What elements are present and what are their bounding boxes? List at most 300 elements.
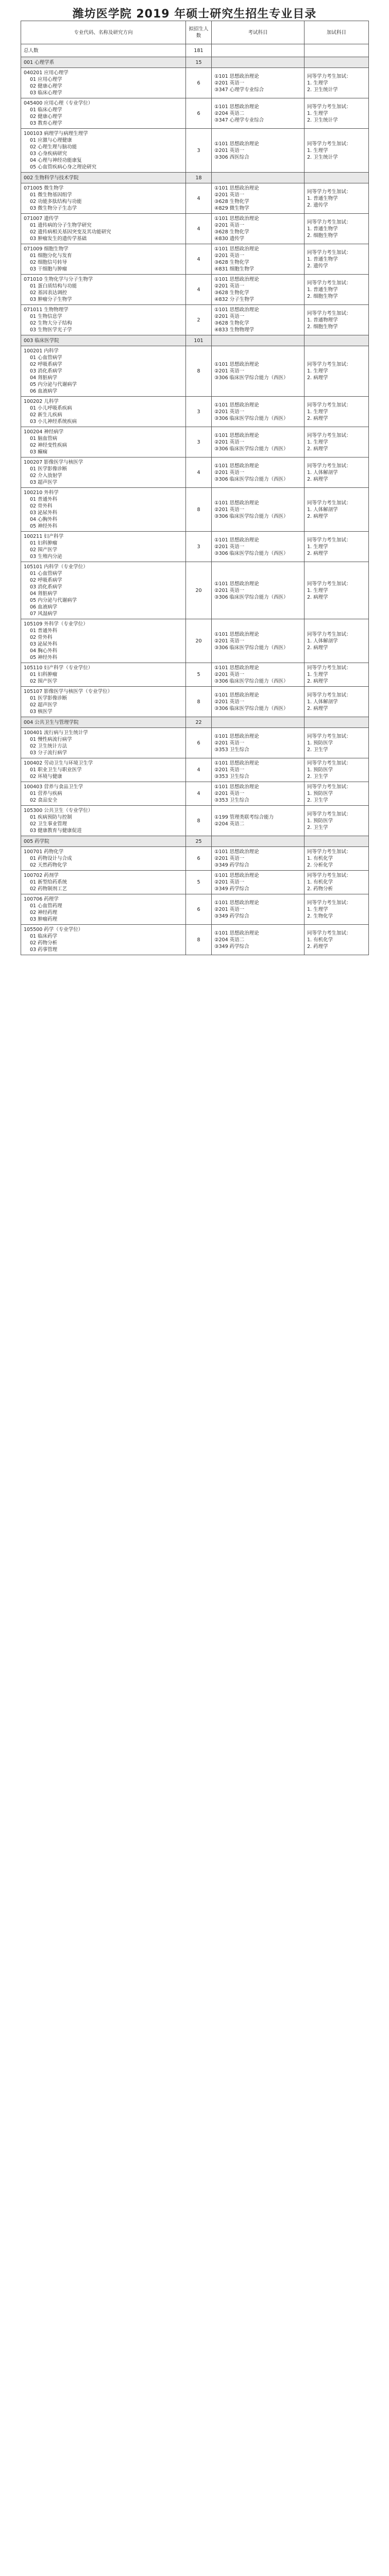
research-direction: 02 食品安全 [30, 798, 58, 803]
extra-subjects [305, 346, 369, 397]
research-direction: 02 围产医学 [30, 679, 58, 684]
extra-subject: 同等学力考生加试： [307, 73, 351, 79]
program-row [21, 728, 369, 758]
extra-subject: 2. 卫生学 [307, 824, 328, 831]
extra-subject: 同等学力考生加试： [307, 310, 351, 316]
exam-subject: ①101 思想政治理论 [214, 500, 259, 506]
program-quota: 8 [186, 925, 212, 955]
extra-subjects [305, 427, 369, 457]
program-title: 040201 应用心理学 [24, 70, 69, 76]
program-quota: 8 [186, 488, 212, 532]
extra-subject: 1. 普通生物学 [307, 226, 338, 232]
program-quota: 4 [186, 457, 212, 488]
exam-subject: ①101 思想政治理论 [214, 307, 259, 313]
exam-subject: ①101 思想政治理论 [214, 873, 259, 878]
research-direction: 04 心胸外科 [30, 517, 58, 522]
exam-subject: ③628 生物化学 [214, 320, 249, 326]
extra-subject: 1. 预防医学 [307, 767, 333, 773]
research-direction: 01 临床药学 [30, 934, 58, 939]
research-direction: 01 脑血管病 [30, 436, 58, 442]
program-cell [21, 183, 186, 214]
research-direction: 03 消化系病学 [30, 584, 62, 590]
extra-subject: 同等学力考生加试： [307, 280, 351, 286]
exam-subjects [212, 925, 305, 955]
program-row [21, 183, 369, 214]
exam-subject: ③306 临床医学综合能力（西医） [214, 375, 289, 381]
program-quota: 8 [186, 346, 212, 397]
research-direction: 01 应激与心理健康 [30, 138, 72, 143]
exam-subjects [212, 847, 305, 871]
program-cell [21, 129, 186, 173]
program-row [21, 663, 369, 687]
extra-subject: 同等学力考生加试： [307, 402, 351, 408]
program-cell [21, 532, 186, 562]
header-program: 专业代码、名称及研究方向 [21, 21, 186, 44]
department-name: 003 临床医学院 [21, 335, 186, 346]
program-cell [21, 68, 186, 98]
program-cell [21, 663, 186, 687]
extra-subjects [305, 925, 369, 955]
program-title: 071007 遗传学 [24, 216, 59, 222]
exam-subject: ③628 生物化学 [214, 199, 249, 205]
extra-subjects [305, 275, 369, 305]
program-cell [21, 619, 186, 663]
research-direction: 01 生物信息学 [30, 314, 62, 319]
program-cell [21, 214, 186, 244]
exam-subject: ①101 思想政治理论 [214, 463, 259, 469]
program-cell [21, 894, 186, 925]
program-title: 100211 妇产科学 [24, 534, 64, 539]
research-direction: 03 核医学 [30, 709, 53, 715]
exam-subject: ③306 西医综合 [214, 154, 249, 160]
exam-subjects [212, 68, 305, 98]
research-direction: 01 心血管病学 [30, 355, 62, 361]
header-exam: 考试科目 [212, 21, 305, 44]
program-quota: 20 [186, 562, 212, 619]
program-quota: 20 [186, 619, 212, 663]
extra-subject: 2. 病理学 [307, 679, 328, 684]
exam-subject: ②201 英语一 [214, 767, 245, 773]
extra-subject: 同等学力考生加试： [307, 692, 351, 698]
program-cell [21, 758, 186, 782]
research-direction: 02 药物分析 [30, 940, 58, 946]
research-direction: 04 肾脏病学 [30, 375, 58, 381]
extra-subject: 同等学力考生加试： [307, 811, 351, 817]
exam-subject: ①101 思想政治理论 [214, 362, 259, 367]
research-direction: 01 医学影像诊断 [30, 696, 67, 701]
department-quota: 22 [186, 717, 212, 728]
program-title: 100701 药物化学 [24, 849, 64, 855]
exam-subject: ②201 英语一 [214, 791, 245, 796]
program-title: 105107 影像医学与核医学（专业学位） [24, 689, 113, 694]
research-direction: 04 肾脏病学 [30, 591, 58, 597]
exam-subject: ②201 英语一 [214, 544, 245, 550]
extra-subject: 2. 药物分析 [307, 886, 333, 892]
research-direction: 01 疾病预防与控制 [30, 815, 72, 820]
extra-subjects [305, 488, 369, 532]
program-quota: 2 [186, 305, 212, 335]
research-direction: 02 心理生理与脑功能 [30, 144, 77, 150]
exam-subject: ②201 英语一 [214, 740, 245, 746]
extra-subject: 2. 病理学 [307, 375, 328, 381]
research-direction: 02 生物大分子结构 [30, 320, 72, 326]
program-cell [21, 275, 186, 305]
extra-subject: 2. 病理学 [307, 446, 328, 452]
extra-subjects [305, 129, 369, 173]
exam-subject: ③306 临床医学综合能力（西医） [214, 550, 289, 556]
department-quota: 25 [186, 836, 212, 847]
research-direction: 02 呼吸系病学 [30, 362, 62, 367]
exam-subject: ④829 微生物学 [214, 206, 249, 211]
exam-subjects [212, 346, 305, 397]
extra-subject: 2. 卫生学 [307, 774, 328, 779]
catalog-document [21, 21, 368, 955]
exam-subject: ②201 英语一 [214, 638, 245, 644]
extra-subject: 1. 生理学 [307, 368, 328, 374]
program-quota: 3 [186, 427, 212, 457]
research-direction: 03 临床心理学 [30, 90, 62, 96]
extra-subject: 2. 药理学 [307, 943, 328, 950]
research-direction: 01 慢性病流行病学 [30, 737, 72, 742]
exam-subject: ②201 英语一 [214, 506, 245, 513]
exam-subject: ②201 英语一 [214, 879, 245, 885]
program-cell [21, 728, 186, 758]
extra-subject: 1. 生理学 [307, 906, 328, 912]
program-row [21, 275, 369, 305]
exam-subjects [212, 871, 305, 894]
research-direction: 02 细胞信号转导 [30, 260, 67, 265]
research-direction: 03 分子流行病学 [30, 750, 67, 756]
extra-subjects [305, 98, 369, 129]
exam-subject: ③353 卫生综合 [214, 774, 249, 779]
program-quota: 5 [186, 871, 212, 894]
extra-subjects [305, 758, 369, 782]
research-direction: 02 介入放射学 [30, 473, 62, 479]
exam-subjects [212, 728, 305, 758]
research-direction: 03 生物医学光子学 [30, 327, 72, 333]
exam-subject: ①101 思想政治理论 [214, 537, 259, 543]
program-cell [21, 305, 186, 335]
exam-subjects [212, 183, 305, 214]
exam-subjects [212, 214, 305, 244]
extra-subject: 同等学力考生加试： [307, 900, 351, 906]
extra-subject: 1. 人体解剖学 [307, 469, 338, 476]
total-row [21, 44, 369, 57]
extra-subjects [305, 894, 369, 925]
exam-subject: ②201 英语一 [214, 283, 245, 289]
extra-subject: 1. 生理学 [307, 147, 328, 154]
extra-subject: 1. 生理学 [307, 672, 328, 677]
exam-subject: ①101 思想政治理论 [214, 73, 259, 79]
exam-subject: ①101 思想政治理论 [214, 432, 259, 438]
extra-subject: 1. 生理学 [307, 110, 328, 116]
extra-subject: 1. 预防医学 [307, 740, 333, 746]
extra-subject: 2. 遗传学 [307, 263, 328, 269]
exam-subjects [212, 457, 305, 488]
extra-subjects [305, 663, 369, 687]
research-direction: 03 肿瘤药理 [30, 917, 58, 922]
extra-subjects [305, 687, 369, 717]
exam-subject: ②204 英语二 [214, 821, 245, 827]
department-row [21, 335, 369, 346]
program-title: 105500 药学（专业学位） [24, 927, 83, 933]
department-quota: 15 [186, 57, 212, 68]
program-row [21, 847, 369, 871]
exam-subject: ②201 英语一 [214, 856, 245, 861]
extra-subjects [305, 244, 369, 275]
program-title: 071010 生物化学与分子生物学 [24, 277, 93, 282]
extra-subject: 2. 生物化学 [307, 913, 333, 919]
exam-subject: ②201 英语一 [214, 587, 245, 594]
program-quota: 3 [186, 532, 212, 562]
exam-subject: ①101 思想政治理论 [214, 631, 259, 637]
research-direction: 02 天然药物化学 [30, 862, 67, 868]
extra-subjects [305, 305, 369, 335]
program-quota: 3 [186, 129, 212, 173]
extra-subject: 1. 生理学 [307, 80, 328, 86]
program-row [21, 68, 369, 98]
extra-subjects [305, 619, 369, 663]
exam-subjects [212, 782, 305, 806]
extra-subjects [305, 68, 369, 98]
exam-subject: ③628 生物化学 [214, 229, 249, 235]
program-quota: 8 [186, 687, 212, 717]
program-cell [21, 427, 186, 457]
exam-subject: ②201 英语一 [214, 409, 245, 415]
research-direction: 03 超声医学 [30, 480, 58, 485]
program-row [21, 98, 369, 129]
research-direction: 03 药事管理 [30, 947, 58, 953]
exam-subject: ③306 临床医学综合能力（西医） [214, 679, 289, 684]
extra-subject: 1. 有机化学 [307, 937, 333, 943]
extra-subject: 同等学力考生加试： [307, 873, 351, 878]
extra-subject: 2. 病理学 [307, 705, 328, 711]
department-name: 005 药学院 [21, 836, 186, 847]
exam-subjects [212, 532, 305, 562]
research-direction: 01 普通外科 [30, 628, 58, 634]
research-direction: 02 新生儿疾病 [30, 412, 62, 418]
program-title: 100706 药理学 [24, 896, 59, 902]
research-direction: 01 药物设计与合成 [30, 856, 72, 861]
extra-subject: 同等学力考生加试： [307, 665, 351, 671]
research-direction: 03 小儿神经系统疾病 [30, 419, 77, 425]
exam-subject: ③628 生物化学 [214, 260, 249, 265]
exam-subject: ④833 生物物理学 [214, 327, 255, 333]
program-quota: 6 [186, 98, 212, 129]
extra-subject: 2. 卫生学 [307, 747, 328, 753]
extra-subject: 1. 有机化学 [307, 879, 333, 885]
exam-subject: ③349 药学综合 [214, 886, 249, 892]
extra-subject: 2. 病理学 [307, 476, 328, 482]
research-direction: 05 神经外科 [30, 523, 58, 529]
program-row [21, 782, 369, 806]
program-row [21, 346, 369, 397]
exam-subjects [212, 129, 305, 173]
research-direction: 01 医学影像诊断 [30, 466, 67, 472]
extra-subject: 2. 细胞生物学 [307, 293, 338, 299]
exam-subject: ①101 思想政治理论 [214, 930, 259, 936]
exam-subject: ③628 生物化学 [214, 290, 249, 296]
program-quota: 3 [186, 397, 212, 427]
research-direction: 03 癫痫 [30, 449, 48, 455]
program-title: 071009 细胞生物学 [24, 246, 69, 252]
exam-subject: ③306 临床医学综合能力（西医） [214, 705, 289, 711]
exam-subjects [212, 562, 305, 619]
exam-subjects [212, 806, 305, 836]
extra-subject: 1. 有机化学 [307, 856, 333, 861]
program-quota: 8 [186, 806, 212, 836]
program-title: 100207 影像医学与核医学 [24, 460, 83, 465]
extra-subjects [305, 728, 369, 758]
program-title: 100401 流行病与卫生统计学 [24, 730, 88, 736]
program-cell [21, 397, 186, 427]
research-direction: 01 普通外科 [30, 497, 58, 502]
program-row [21, 687, 369, 717]
department-quota: 18 [186, 173, 212, 183]
header-extra: 加试科目 [305, 21, 369, 44]
department-row [21, 836, 369, 847]
exam-subject: ①101 思想政治理论 [214, 900, 259, 906]
research-direction: 01 职业卫生与职业医学 [30, 767, 82, 773]
extra-subject: 2. 卫生统计学 [307, 87, 338, 93]
extra-subjects [305, 183, 369, 214]
exam-subject: ①101 思想政治理论 [214, 104, 259, 110]
exam-subject: ③349 药学综合 [214, 913, 249, 919]
extra-subject: 同等学力考生加试： [307, 733, 351, 739]
page-title: 潍坊医学院 2019 年硕士研究生招生专业目录 [72, 8, 317, 21]
extra-subject: 同等学力考生加试： [307, 362, 351, 367]
program-quota: 6 [186, 68, 212, 98]
program-title: 105109 外科学（专业学位） [24, 621, 88, 627]
research-direction: 02 神经药理 [30, 910, 58, 916]
exam-subject: ①101 思想政治理论 [214, 277, 259, 282]
program-row [21, 244, 369, 275]
research-direction: 05 内分泌与代谢病学 [30, 382, 77, 387]
research-direction: 03 生殖内分泌 [30, 554, 62, 560]
department-row [21, 173, 369, 183]
exam-subject: ①101 思想政治理论 [214, 760, 259, 766]
exam-subject: ①101 思想政治理论 [214, 246, 259, 252]
research-direction: 05 心血管疾病心身之理论研究 [30, 164, 97, 170]
exam-subject: ①101 思想政治理论 [214, 665, 259, 671]
research-direction: 01 小儿呼吸系疾病 [30, 405, 72, 411]
program-row [21, 532, 369, 562]
research-direction: 02 基因表达调控 [30, 290, 67, 296]
program-title: 100201 内科学 [24, 348, 59, 354]
exam-subject: ③347 心理学专业综合 [214, 87, 264, 93]
research-direction: 05 神经外科 [30, 655, 58, 660]
exam-subjects [212, 663, 305, 687]
extra-subjects [305, 847, 369, 871]
header-quota: 拟招生人数 [186, 21, 212, 44]
exam-subject: ②201 英语一 [214, 80, 245, 86]
exam-subject: ②201 英语一 [214, 192, 245, 198]
exam-subject: ①101 思想政治理论 [214, 849, 259, 855]
extra-subject: 1. 生理学 [307, 587, 328, 594]
program-quota: 4 [186, 782, 212, 806]
research-direction: 06 血液病学 [30, 388, 58, 394]
research-direction: 02 健康心理学 [30, 114, 62, 120]
program-title: 100204 神经病学 [24, 429, 64, 435]
program-row [21, 871, 369, 894]
exam-subject: ①101 思想政治理论 [214, 692, 259, 698]
research-direction: 01 遗传病的分子生物学研究 [30, 223, 92, 228]
extra-subjects [305, 214, 369, 244]
extra-subjects [305, 782, 369, 806]
program-cell [21, 806, 186, 836]
exam-subjects [212, 397, 305, 427]
research-direction: 01 蛋白质结构与功能 [30, 283, 77, 289]
research-direction: 02 卫生事业管理 [30, 821, 67, 827]
research-direction: 01 新型给药系统 [30, 879, 67, 885]
research-direction: 03 泌尿外科 [30, 510, 58, 516]
exam-subjects [212, 427, 305, 457]
department-quota: 101 [186, 335, 212, 346]
table-header-row [21, 21, 369, 44]
program-title: 100403 营养与食品卫生学 [24, 784, 83, 790]
program-quota: 6 [186, 847, 212, 871]
research-direction: 03 健康教育与健康促进 [30, 828, 82, 834]
program-row [21, 806, 369, 836]
program-cell [21, 457, 186, 488]
program-quota: 6 [186, 894, 212, 925]
research-direction: 03 肿瘤发生的遗传学基础 [30, 236, 87, 242]
exam-subject: ②201 英语一 [214, 469, 245, 476]
exam-subject: ①101 思想政治理论 [214, 581, 259, 587]
extra-subject: 同等学力考生加试： [307, 432, 351, 438]
extra-subject: 同等学力考生加试： [307, 500, 351, 506]
research-direction: 01 心血管病学 [30, 571, 62, 577]
research-direction: 03 教育心理学 [30, 121, 62, 126]
program-row [21, 427, 369, 457]
program-quota: 6 [186, 728, 212, 758]
exam-subject: ③306 临床医学综合能力（西医） [214, 446, 289, 452]
extra-subject: 2. 卫生统计学 [307, 154, 338, 160]
program-row [21, 129, 369, 173]
exam-subject: ②201 英语一 [214, 906, 245, 912]
program-title: 071005 微生物学 [24, 185, 64, 191]
exam-subject: ②204 英语二 [214, 937, 245, 943]
department-name: 001 心理学系 [21, 57, 186, 68]
exam-subjects [212, 687, 305, 717]
exam-subject: ③353 卫生综合 [214, 798, 249, 803]
research-direction: 03 泌尿外科 [30, 641, 58, 647]
program-row [21, 214, 369, 244]
program-row [21, 758, 369, 782]
program-row [21, 894, 369, 925]
exam-subject: ②201 英语一 [214, 147, 245, 154]
extra-subject: 1. 人体解剖学 [307, 506, 338, 513]
extra-subject: 2. 分析化学 [307, 862, 333, 868]
exam-subjects [212, 619, 305, 663]
exam-subject: ③306 临床医学综合能力（西医） [214, 513, 289, 519]
exam-subjects [212, 244, 305, 275]
exam-subject: ①101 思想政治理论 [214, 216, 259, 222]
research-direction: 03 消化系病学 [30, 368, 62, 374]
extra-subject: 2. 卫生统计学 [307, 117, 338, 123]
extra-subjects [305, 806, 369, 836]
exam-subject: ①101 思想政治理论 [214, 141, 259, 147]
program-title: 100210 外科学 [24, 490, 59, 496]
research-direction: 02 环境与健康 [30, 774, 62, 779]
extra-subject: 2. 病理学 [307, 645, 328, 651]
exam-subject: ②201 英语一 [214, 699, 245, 705]
exam-subjects [212, 305, 305, 335]
extra-subject: 同等学力考生加试： [307, 104, 351, 110]
exam-subjects [212, 758, 305, 782]
extra-subject: 2. 遗传学 [307, 202, 328, 208]
program-row [21, 562, 369, 619]
